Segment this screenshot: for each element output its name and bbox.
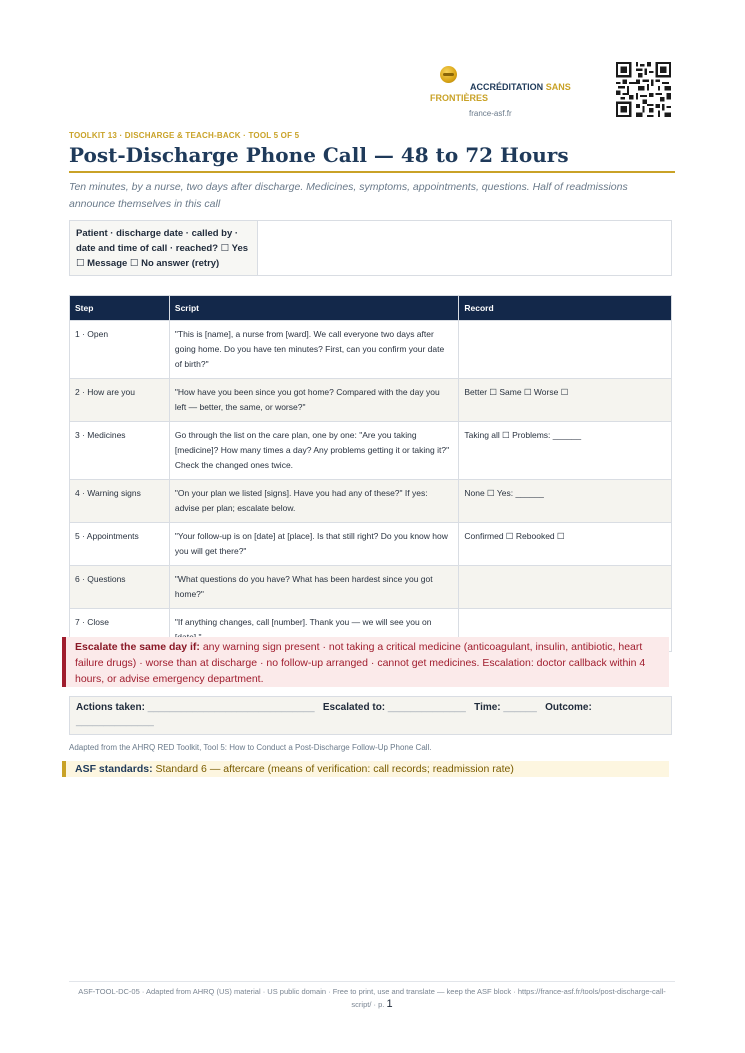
table-row [70,422,672,480]
lede-text: Ten minutes, by a nurse, two days after discharge. Medicines, symptoms, appointments, questions. Half of readmissions announce themselves in this call [69,181,628,210]
record-cell[interactable]: Taking all ☐ Problems: ______ [459,422,672,480]
table-row [70,523,672,566]
asf-text: Standard 6 — aftercare (means of verification: call records; readmission rate) [152,763,514,775]
asf-standards-callout [62,761,669,777]
brand-site[interactable]: france-asf.fr [469,109,512,118]
page-number: 1 [386,998,393,1010]
time-label: Time: [474,702,501,713]
brand-name: ACCRÉDITATION SANS FRONTIÈRES [430,82,571,103]
toolkit-eyebrow: TOOLKIT 13 · DISCHARGE & TEACH-BACK · TOOL 5 OF 5 [69,131,300,140]
table-row [70,379,672,422]
header-script: Script [169,296,458,321]
page-title: Post-Discharge Phone Call — 48 to 72 Hours [69,143,569,167]
header-step: Step [70,296,170,321]
record-cell[interactable]: None ☐ Yes: ______ [459,480,672,523]
title-divider [69,171,675,173]
script-cell: "If anything changes, call [number]. Thank you — we will see you on [169,609,458,652]
time-blank[interactable]: ______ [503,702,537,713]
step-cell: 4 · Warning signs [70,480,170,523]
asf-label: ASF standards: [75,763,153,775]
script-cell: "Your follow-up is on [date] at [place]. Is that still right? Do you know how you will get there?" [169,523,458,566]
step-cell: 2 · How are you [70,379,170,422]
actions-label: Actions taken: [76,702,145,713]
step-cell: 1 · Open [70,321,170,379]
step-cell: 6 · Questions [70,566,170,609]
page-footer [69,985,675,1011]
patient-box-label: Patient · discharge date · called by · date and time of call · reached? ☐ Yes ☐ Message ☐ No answer (retry) [70,221,258,275]
record-cell[interactable] [459,566,672,609]
script-cell: "This is [name], a nurse from [ward]. We call everyone two days after going home. Do you have ten minutes? First, can you confirm your date of birth?" [169,321,458,379]
header-record: Record [459,296,672,321]
patient-box[interactable] [69,220,672,276]
table-row [70,566,672,609]
step-cell: 3 · Medicines [70,422,170,480]
escalation-callout [62,637,669,687]
escalated-label: Escalated to: [322,702,386,713]
outcome-blank[interactable]: ______________ [76,716,154,727]
escalation-text: any warning sign present · not taking a critical medicine (anticoagulant, insulin, antibiotic, heart failure drugs) · worse than at discharge · no follow-up arranged · cannot get medicines. Escalation: doctor callback within 4 hours, or advise emergency department. [75,641,646,685]
asf-logo-icon [440,66,457,83]
escalation-label: Escalate the same day if: [75,641,200,653]
table-row [70,480,672,523]
outcome-label: Outcome: [545,702,592,713]
actions-box[interactable] [69,696,672,735]
call-script-table [69,295,672,652]
script-cell: "How have you been since you got home? Compared with the day you left — better, the same, or worse?" [169,379,458,422]
brand-block [430,64,590,122]
script-cell: "What questions do you have? What has been hardest since you got home?" [169,566,458,609]
footer-text: ASF-TOOL-DC-05 · Adapted from AHRQ (US) material · US public domain · Free to print, use and translate — keep the ASF block · https://france-asf.fr/tools/post-discharge-call-script/ · p. [78,987,666,1009]
record-cell[interactable]: Better ☐ Same ☐ Worse ☐ [459,379,672,422]
record-cell[interactable]: Confirmed ☐ Rebooked ☐ [459,523,672,566]
footer-divider [69,981,675,982]
step-cell: 7 · Close [70,609,170,652]
qr-code-icon [616,62,671,117]
record-cell[interactable] [459,321,672,379]
table-row [70,321,672,379]
escalated-blank[interactable]: ______________ [387,702,466,713]
script-cell: "On your plan we listed [signs]. Have you had any of these?" If yes: advise per plan; escalate below. [169,480,458,523]
table-header-row [70,296,672,321]
source-note: Adapted from the AHRQ RED Toolkit, Tool 5: How to Conduct a Post-Discharge Follow-Up Phone Call. [69,743,432,752]
step-cell: 5 · Appointments [70,523,170,566]
actions-blank[interactable]: ______________________________ [147,702,315,713]
script-cell: Go through the list on the care plan, one by one: "Are you taking [medicine]? How many times a day? Any problems getting it or taking it?" Check the changed ones twice. [169,422,458,480]
